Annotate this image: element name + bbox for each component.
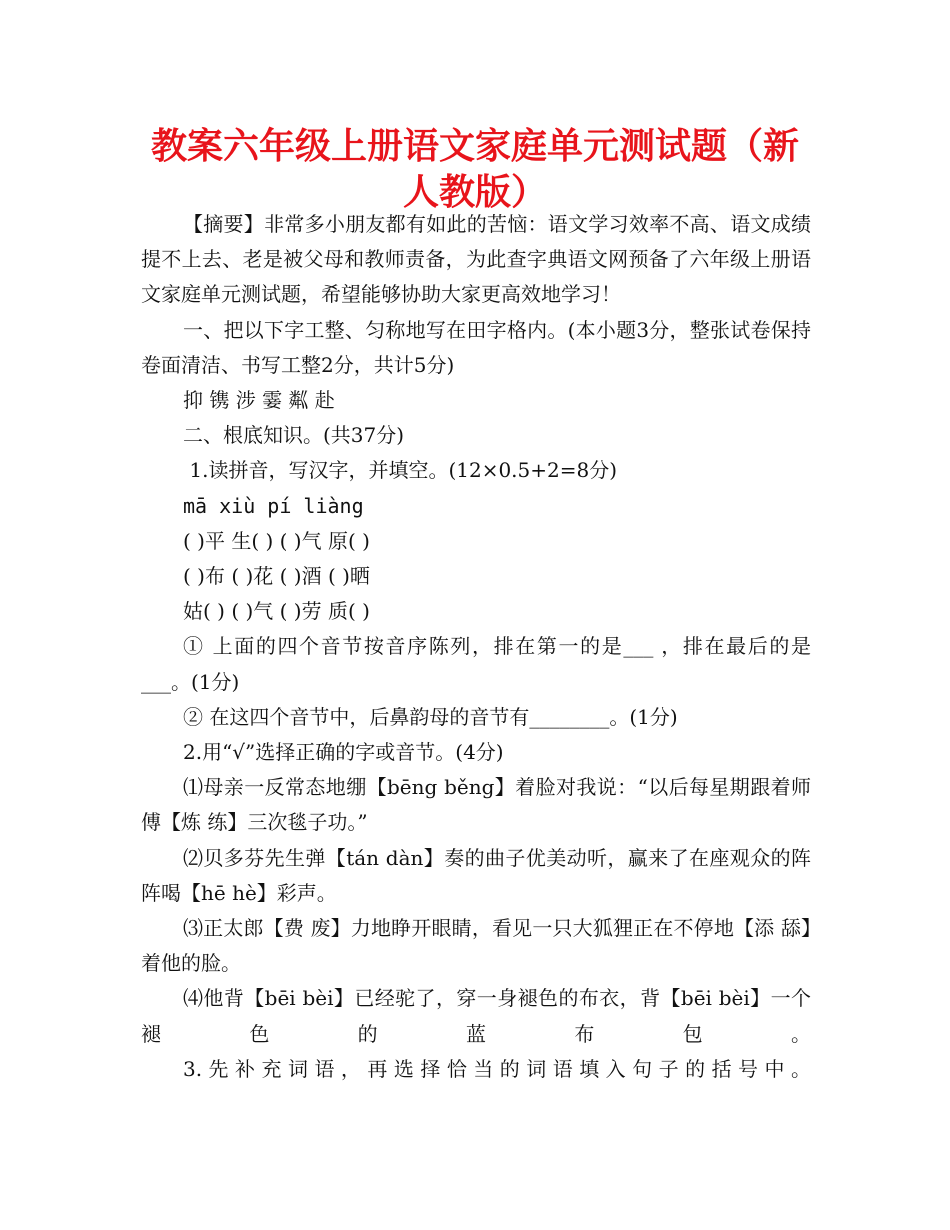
question-1-sub-2: ② 在这四个音节中，后鼻韵母的音节有________。(1分) [183,704,678,729]
question-2-item-3: ⑶正太郎【费 废】力地睁开眼睛，看见一只大狐狸正在不停地【添 舔】着他的脸。 [141,916,811,976]
section-two-heading: 二、根底知识。(共37分) [183,423,405,448]
abstract-paragraph: 【摘要】非常多小朋友都有如此的苦恼：语文学习效率不高、语文成绩提不上去、老是被父母和教师责备，为此查字典语文网预备了六年级上册语文家庭单元测试题，希望能够协助大家更高效地学习！ [141,212,811,307]
question-2-item-2: ⑵贝多芬先生弹【tán dàn】奏的曲子优美动听，赢来了在座观众的阵阵喝【hē hè】彩声。 [141,845,811,905]
section-one-heading: 一、把以下字工整、匀称地写在田字格内。(本小题3分，整张试卷保持卷面清洁、书写工整2分，共计5分) [141,317,811,377]
document-body [141,207,811,1087]
question-2-item-4: ⑷他背【bēi bèi】已经驼了，穿一身褪色的布衣，背【bēi bèi】一个褪色的蓝布包。 [141,986,811,1046]
question-2-heading: 2.用“√”选择正确的字或音节。(4分) [183,740,504,765]
document-title: 教案六年级上册语文家庭单元测试题（新人教版） [150,126,799,213]
fill-blank-row-1: ( )平 生( ) ( )气 原( ) [183,528,370,553]
question-1-heading: 1.读拼音，写汉字，并填空。(12×0.5+2=8分) [183,458,618,483]
characters-to-write: 抑 镌 涉 霎 粼 赴 [183,388,335,413]
fill-blank-row-2: ( )布 ( )花 ( )酒 ( )晒 [183,564,370,589]
question-3-heading: 3.先补充词语，再选择恰当的词语填入句子的括号中。 [183,1056,811,1081]
question-2-item-1: ⑴母亲一反常态地绷【bēng běng】着脸对我说：“以后每星期跟着师傅【炼 练】三次毯子功。” [141,775,811,835]
pinyin-line: mā xiù pí liàng [183,493,364,518]
fill-blank-row-3: 姑( ) ( )气 ( )劳 质( ) [183,599,370,624]
question-1-sub-1: ① 上面的四个音节按音序陈列，排在第一的是___ ，排在最后的是___。(1分) [141,634,811,694]
